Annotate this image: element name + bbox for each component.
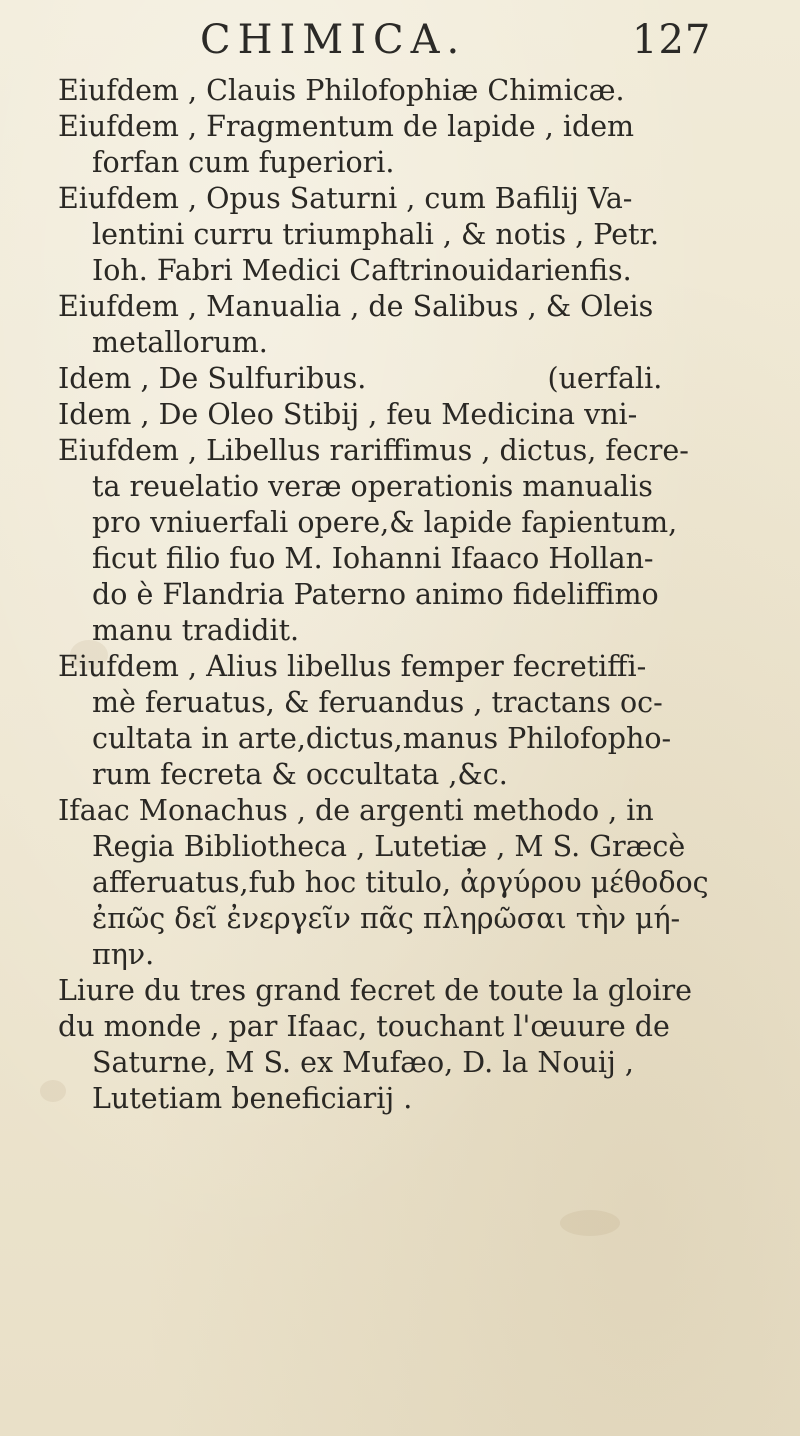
text-line: ta reuelatio veræ operationis manualis xyxy=(92,470,653,503)
text-line: lentini curru triumphali , & notis , Petr. xyxy=(92,218,660,251)
text-line: Regia Bibliotheca , Lutetiæ , M S. Græcè xyxy=(92,830,686,863)
text-line: Eiufdem , Alius libellus femper fecretiffi- xyxy=(58,650,647,683)
text-line: du monde , par Ifaac, touchant l'œuure de xyxy=(58,1010,670,1043)
paper-stain xyxy=(40,1080,66,1102)
text-line: do è Flandria Paterno animo fideliffimo xyxy=(92,578,659,611)
text-line: cultata in arte,dictus,manus Philofopho- xyxy=(92,722,672,755)
text-line: πην. xyxy=(92,938,155,971)
text-line: Idem , De Sulfuribus. (uerfali. xyxy=(58,362,663,395)
text-line: Idem , De Oleo Stibij , feu Medicina vni- xyxy=(58,398,638,431)
text-line: Eiufdem , Fragmentum de lapide , idem xyxy=(58,110,635,143)
text-line: Lutetiam beneficiarij . xyxy=(92,1082,413,1115)
text-line: ficut filio fuo M. Iohanni Ifaaco Hollan- xyxy=(92,542,654,575)
text-line: Eiufdem , Opus Saturni , cum Bafilij Va- xyxy=(58,182,633,215)
text-line: pro vniuerfali opere,& lapide fapientum, xyxy=(92,506,678,539)
text-line: Saturne, M S. ex Mufæo, D. la Nouij , xyxy=(92,1046,634,1079)
text-line: afferuatus,fub hoc titulo, ἀργύρου μέθοδος xyxy=(92,866,709,899)
text-line: manu tradidit. xyxy=(92,614,300,647)
text-line: metallorum. xyxy=(92,326,268,359)
text-line: Eiufdem , Libellus rariffimus , dictus, fecre- xyxy=(58,434,689,467)
text-line: Eiufdem , Manualia , de Salibus , & Oleis xyxy=(58,290,654,323)
running-title: CHIMICA. xyxy=(200,17,467,63)
text-line: Liure du tres grand fecret de toute la gloire xyxy=(58,974,692,1007)
text-line: rum fecreta & occultata ,&c. xyxy=(92,758,508,791)
text-line: Ioh. Fabri Medici Caftrinouidarienfis. xyxy=(92,254,632,287)
paper-stain xyxy=(560,1210,620,1236)
page-header xyxy=(0,14,800,66)
text-line: mè feruatus, & feruandus , tractans oc- xyxy=(92,686,663,719)
text-line: Ifaac Monachus , de argenti methodo , in xyxy=(58,794,654,827)
page-number: 127 xyxy=(632,17,712,63)
text-line: forfan cum fuperiori. xyxy=(92,146,395,179)
text-line: ἐπῶς δεῖ ἐνεργεῖν πᾶς πληρῶσαι τὴν μή- xyxy=(92,902,681,935)
text-line: Eiufdem , Clauis Philofophiæ Chimicæ. xyxy=(58,74,625,107)
